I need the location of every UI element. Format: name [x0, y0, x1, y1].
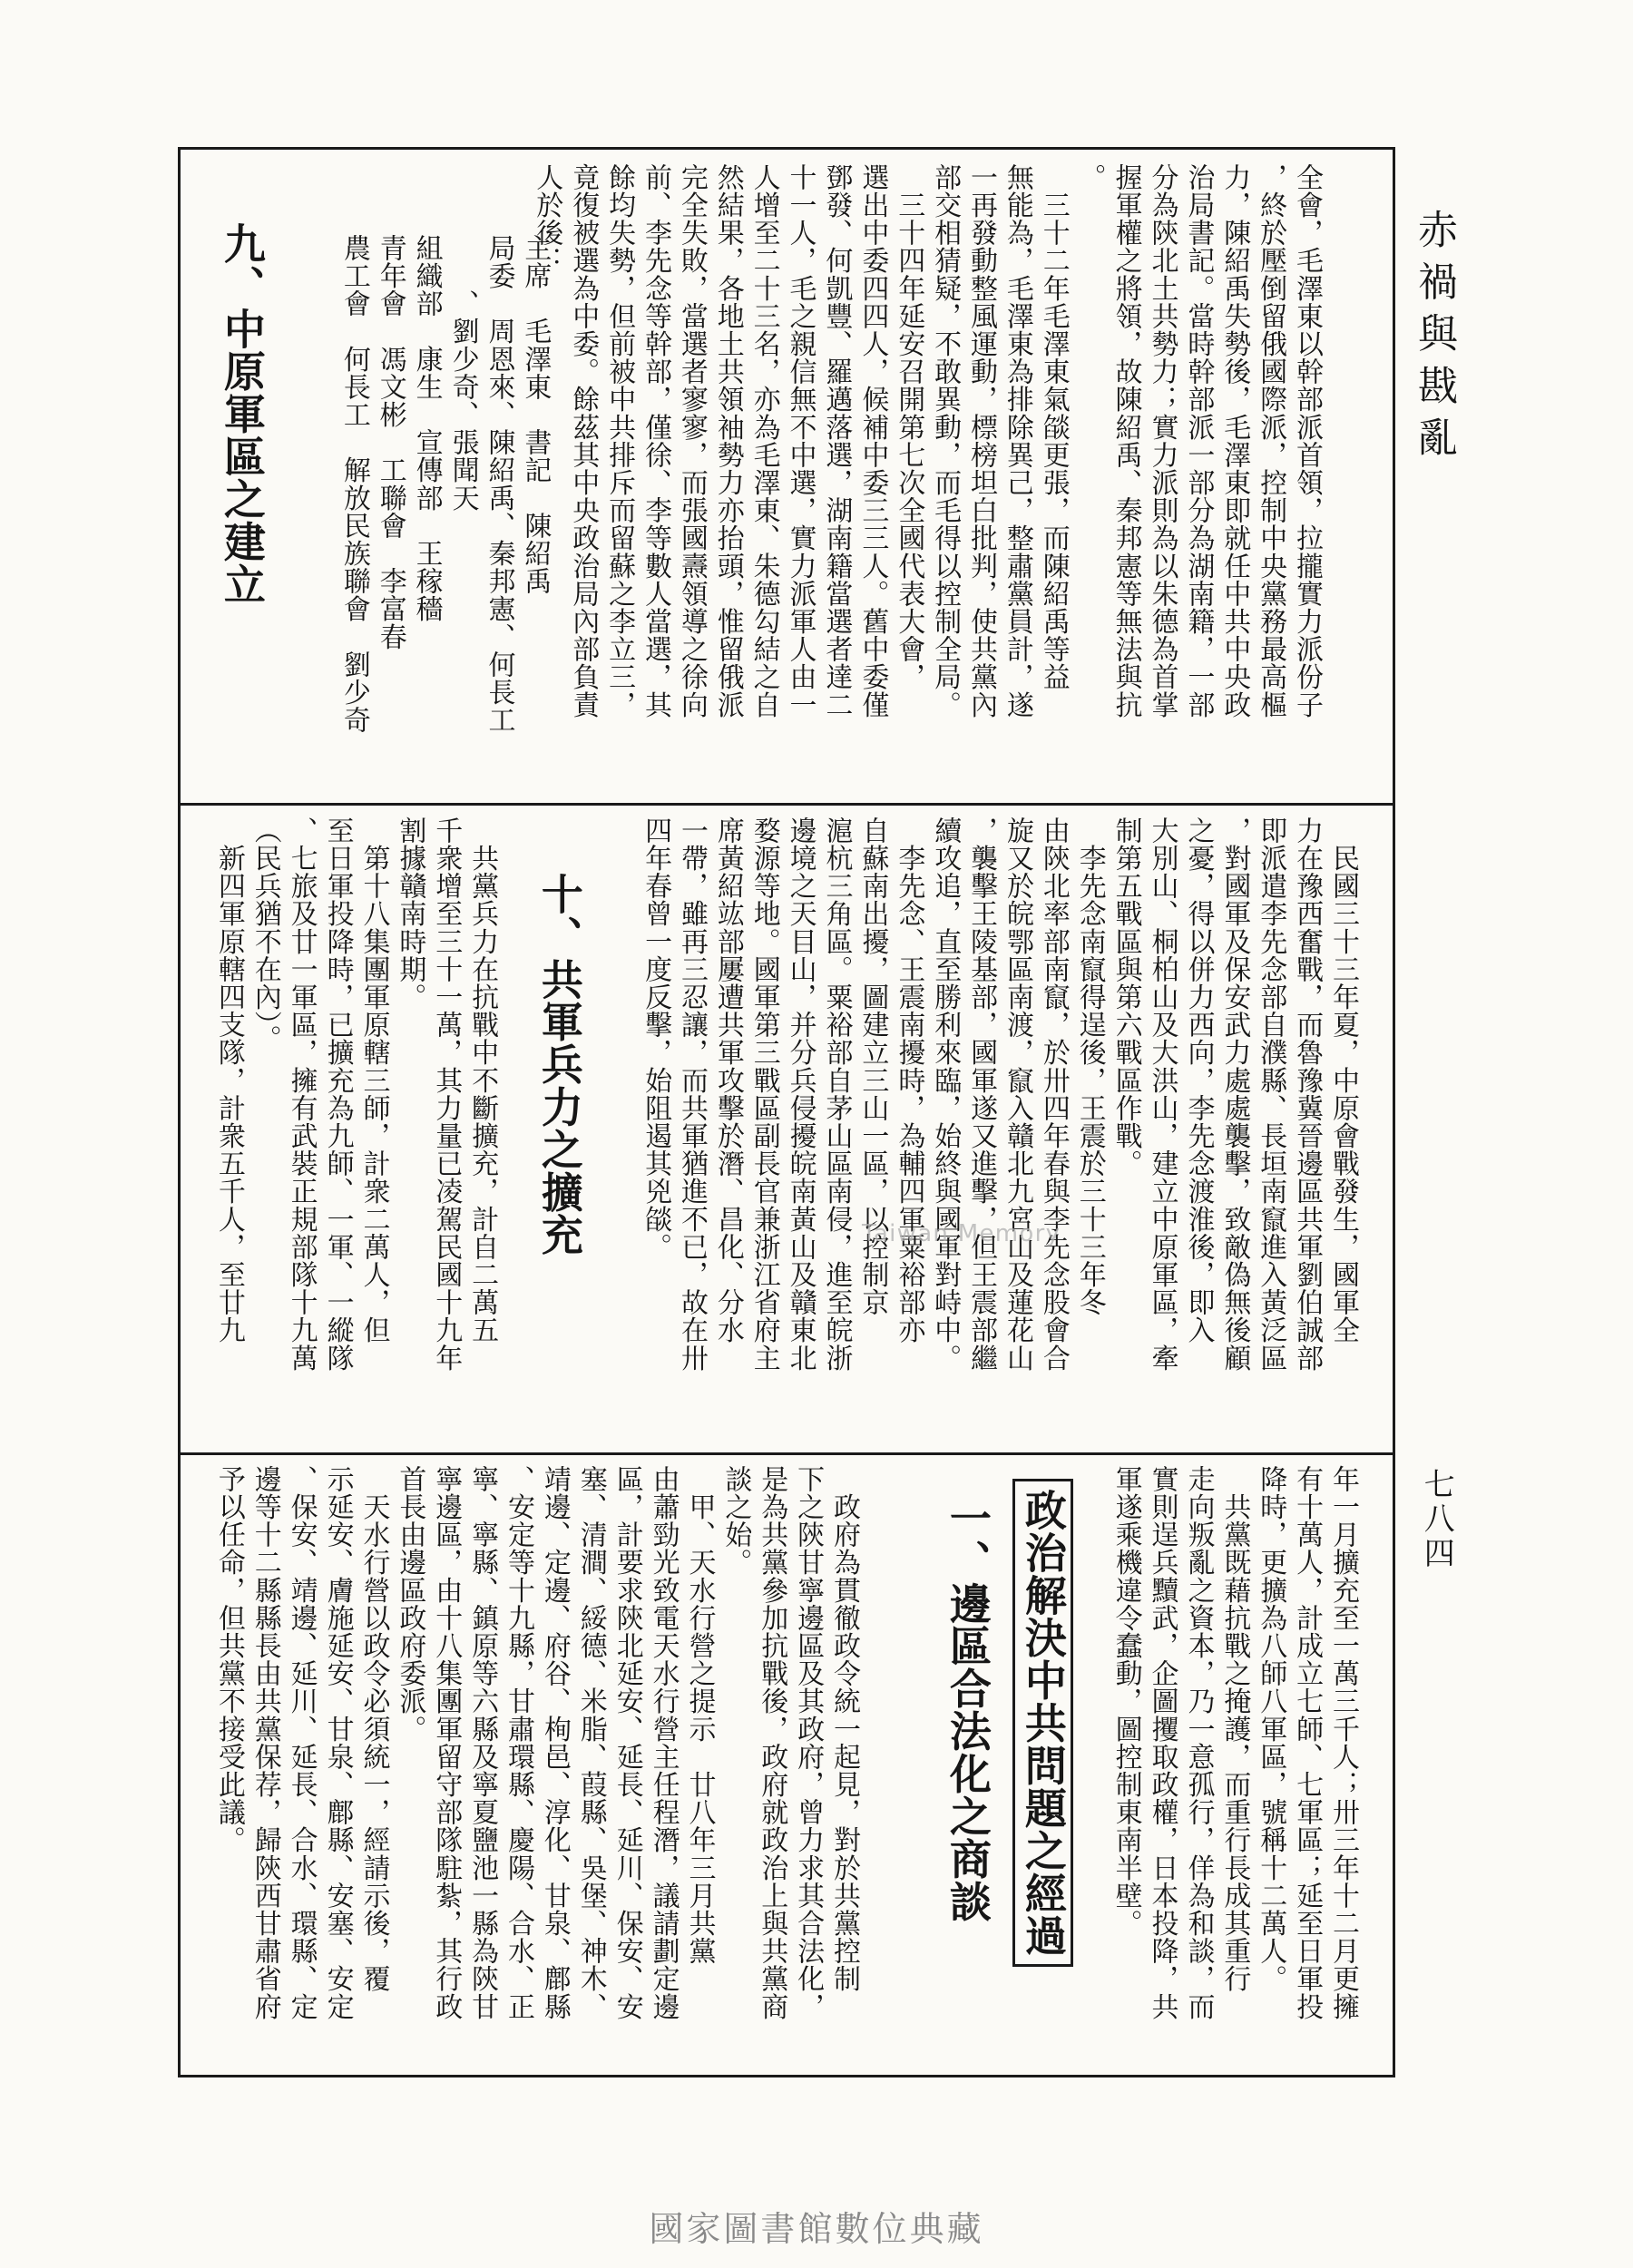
section-9-roster: 主席 毛澤東 書記 陳紹禹 局委 周恩來、陳紹禹、秦邦憲、何長工 、劉少奇、張聞天 組織部 康生 宣傳部 王稼穡 青年會 馮文彬 工聯會 李富春 農工會 何長工 解放民族聯會 劉少奇: [337, 234, 552, 734]
watermark-text: Taiwan Memory: [862, 1220, 1061, 1247]
divider-upper: [178, 803, 1395, 806]
section-10-body: 共黨兵力在抗戰中不斷擴充，計自二萬五 千衆增至三十一萬，其力量已凌駕民國十九年 割據贛南時期。 第十八集團軍原轄三師，計衆二萬人，但 至日軍投降時，已擴充為九師、一軍、一縱隊 、七旅及廿一軍區，擁有武裝正規部隊十九萬 （民兵猶不在內）。 新四軍原轄四支隊，計衆五千人，至廿九: [212, 816, 499, 1372]
section-10-heading: 十、共軍兵力之擴充: [534, 873, 584, 1256]
page-number: 七八四: [1418, 1468, 1455, 1572]
section-9-body: 全會，毛澤東以幹部派首領，拉攏實力派份子 ，終於壓倒留俄國際派，控制中央黨務最高樞 力，陳紹禹失勢後，毛澤東即就任中共中央政 治局書記。當時幹部派一部分為湖南籍，一部 分為陝北土共勢力；實力派則為以朱德為首掌 握軍權之將領，故陳紹禹、秦邦憲等無法與抗 。 三十二年毛澤東氣燄更張，而陳紹禹等益 無能為，毛澤東為排除異己，整肅黨員計，遂 一再發動整風運動，標榜坦白批判，使共黨內 部交相猜疑，不敢異動，而毛得以控制全局。 三十四年延安召開第七次全國代表大會， 選出中委四四人，候補中委三三人。舊中委僅 鄧發、何凱豐、羅邁落選，湖南籍當選者達二 十一人，毛之親信無不中選，實力派軍人由一 人增至二十三名，亦為毛澤東、朱德勾結之自 然結果，各地土共領袖勢力亦抬頭，惟留俄派 完全失敗，當選者寥寥，而張國燾領導之徐向 前、李先念等幹部，僅徐、李等數人當選，其 餘均失勢，但前被中共排斥而留蘇之李立三， 竟復被選為中委。餘茲其中央政治局內部負責 人於後：: [531, 163, 1323, 719]
book-title: 赤禍與戡亂: [1411, 209, 1457, 468]
section-10-continued: 年一月擴充至一萬三千人；卅三年十二月更擁 有十萬人，計成立七師、七軍區；延至日軍投 降時，更擴為八師八軍區，號稱十二萬人。 共黨既藉抗戰之掩護，而重行長成其重行 走向叛亂之資本，乃一意孤行，佯為和談，而 實則逞兵黷武，企圖攫取政權，日本投降，共 軍遂乘機違令蠢動，圖控制東南半壁。: [1110, 1465, 1359, 2020]
library-footer: 國家圖書館數位典藏: [649, 2209, 984, 2249]
section-9-continued: 民國三十三年夏，中原會戰發生，國軍全 力在豫西奮戰，而魯豫冀晉邊區共軍劉伯誠部 即派遣李先念部自濮縣、長垣南竄進入黃泛區 ，對國軍及保安武力處處襲擊，致敵偽無後顧 之憂，得以併力西向，李先念渡淮後，即入 大別山、桐柏山及大洪山，建立中原軍區，牽 制第五戰區與第六戰區作戰。 李先念南竄得逞後，王震於三十三年冬 由陝北率部南竄，於卅四年春與李先念股會合 旋又於皖鄂區南渡，竄入贛北九宮山及蓮花山 ，襲擊王陵基部，國軍遂又進擊，但王震部繼 續攻追，直至勝利來臨，始終與國軍對峙中。 李先念、王震南擾時，為輔四軍粟裕部亦 自蘇南出擾，圖建立三山一區，以控制京 滬杭三角區。粟裕部自茅山區南侵，進至皖浙 邊境之天目山，并分兵侵擾皖南黃山及贛東北 婺源等地。國軍第三戰區副長官兼浙江省府主 席黃紹竑部屢遭共軍攻擊於潛、昌化、分水 一帶，雖再三忍讓，而共軍猶進不已，故在卅 四年春曾一度反擊，始阻遏其兇燄。: [640, 816, 1359, 1372]
section-1-body: 政府為貫徹政令統一起見，對於共黨控制 下之陝甘寧邊區及其政府，曾力求其合法化， 是為共黨參加抗戰後，政府就政治上與共黨商 談之始。 甲、天水行營之提示 廿八年三月共黨 由蕭勁光致電天水行營主任程潛，議請劃定邊 區，計要求陝北延安、延長、延川、保安、安 塞、清澗、綏德、米脂、葭縣、吳堡、神木、 靖邊、定邊、府谷、栒邑、淳化、甘泉、鄜縣 、安定等十九縣，甘肅環縣、慶陽、合水、正 寧、寧縣、鎮原等六縣及寧夏鹽池一縣為陝甘 寧邊區，由十八集團軍留守部隊駐紮，其行政 首長由邊區政府委派。 天水行營以政令必須統一，經請示後，覆 示延安、膚施延安、甘泉、鄜縣、安塞、安定 、保安、靖邊、延川、延長、合水、環縣、定 邊等十二縣縣長由共黨保荐，歸陝西甘肅省府 予以任命，但共黨不接受此議。: [212, 1465, 861, 2020]
section-1-heading: 一、邊區合法化之商談: [943, 1497, 993, 1923]
chapter-title: 政治解決中共問題之經過: [1018, 1489, 1068, 1958]
section-9-heading: 九、中原軍區之建立: [217, 222, 267, 606]
chapter-heading: [1012, 1479, 1073, 1967]
divider-lower: [178, 1452, 1395, 1455]
